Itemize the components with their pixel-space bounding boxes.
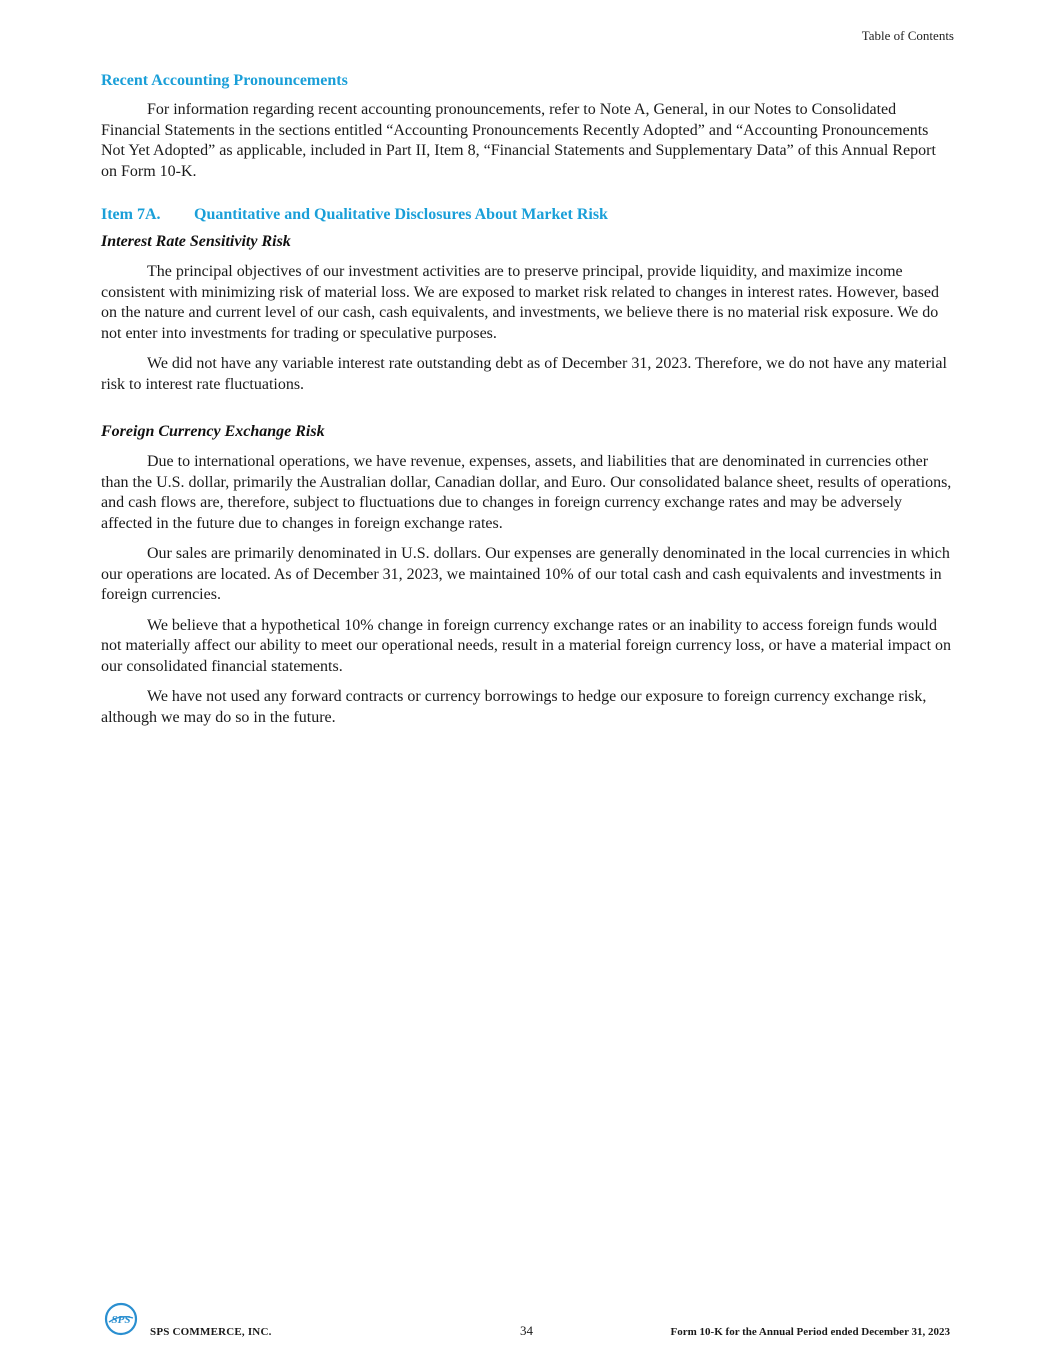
page-content xyxy=(101,72,955,738)
foreign-currency-paragraph-1: Due to international operations, we have revenue, expenses, assets, and liabilities that are denominated in currencies other than the U.S. dollar, primarily the Australian dollar, Canadian dollar, and Euro. Our consolidated balance sheet, results of operations, and cash flows are, therefore, subject to fluctuations due to changes in foreign currency exchange rates and may be adversely affected in the future due to changes in foreign exchange rates. xyxy=(101,453,952,532)
company-name: SPS COMMERCE, INC. xyxy=(150,1326,272,1338)
foreign-currency-paragraph-2: Our sales are primarily denominated in U.S. dollars. Our expenses are generally denominated in the local currencies in which our operations are located. As of December 31, 2023, we maintained 10% of our total cash and cash equivalents and investments in foreign currencies. xyxy=(101,545,950,603)
item-number: Item 7A. xyxy=(101,206,161,223)
foreign-currency-paragraph-4: We have not used any forward contracts or currency borrowings to hedge our exposure to foreign currency exchange risk, although we may do so in the future. xyxy=(101,688,927,726)
logo-text: SPS xyxy=(111,1314,131,1326)
page-footer xyxy=(101,1300,955,1345)
sps-logo-icon xyxy=(104,1302,138,1336)
recent-accounting-paragraph: For information regarding recent accounting pronouncements, refer to Note A, General, in our Notes to Consolidated Financial Statements in the sections entitled “Accounting Pronouncements Recently Adopted” and “Accounting Pronouncements Not Yet Adopted” as applicable, included in Part II, Item 8, “Financial Statements and Supplementary Data” of this Annual Report on Form 10-K. xyxy=(101,101,936,180)
interest-rate-paragraph-2: We did not have any variable interest rate outstanding debt as of December 31, 2023. Therefore, we do not have any material risk to interest rate fluctuations. xyxy=(101,355,947,393)
recent-accounting-heading: Recent Accounting Pronouncements xyxy=(101,72,348,89)
interest-rate-paragraph-1: The principal objectives of our investment activities are to preserve principal, provide liquidity, and maximize income consistent with minimizing risk of material loss. We are exposed to market risk related to changes in interest rates. However, based on the nature and current level of our cash, cash equivalents, and investments, we believe there is no material risk exposure. We do not enter into investments for trading or speculative purposes. xyxy=(101,263,939,342)
foreign-currency-paragraph-3: We believe that a hypothetical 10% change in foreign currency exchange rates or an inability to access foreign funds would not materially affect our ability to meet our operational needs, result in a material foreign currency loss, or have a material impact on our consolidated financial statements. xyxy=(101,616,952,675)
item-title: Quantitative and Qualitative Disclosures About Market Risk xyxy=(194,206,608,223)
page-number: 34 xyxy=(520,1323,533,1338)
foreign-currency-heading: Foreign Currency Exchange Risk xyxy=(101,423,325,440)
table-of-contents-link[interactable]: Table of Contents xyxy=(861,28,954,43)
form-description: Form 10-K for the Annual Period ended December 31, 2023 xyxy=(670,1326,950,1338)
interest-rate-heading: Interest Rate Sensitivity Risk xyxy=(101,233,291,250)
item-7a-heading xyxy=(101,206,955,224)
